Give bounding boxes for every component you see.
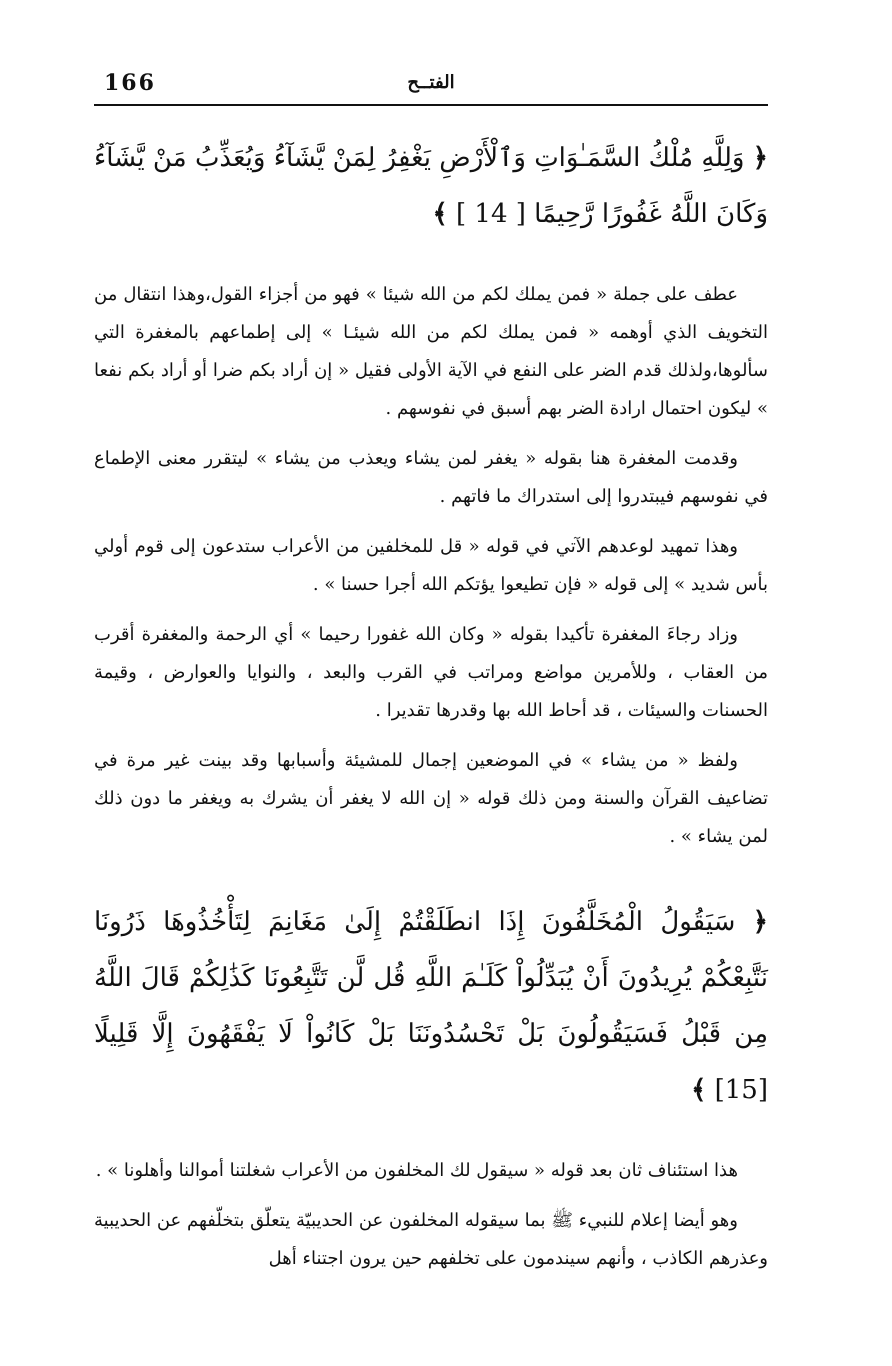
quran-verse-15 — [94, 894, 768, 1118]
book-page — [94, 60, 768, 1320]
header-rule — [94, 104, 768, 106]
verse-text: وَلِلَّهِ مُلْكُ السَّمَـٰوَاتِ وَٱلْأَرْضِ يَغْفِرُ لِمَنْ يَّشَآءُ وَيُعَذِّبُ مَنْ يَّشَآءُ وَكَانَ اللَّهُ غَفُورًا رَّحِيمًا [ 14 ] — [94, 143, 768, 229]
verse-text: سَيَقُولُ الْمُخَلَّفُونَ إِذَا انطَلَقْتُمْ إِلَىٰ مَغَانِمَ لِتَأْخُذُوهَا ذَرُونَا نَتَّبِعْكُمْ يُرِيدُونَ أَنْ يُبَدِّلُواْ كَلَـٰمَ اللَّهِ قُل لَّن تَتَّبِعُونَا كَذَٰلِكُمْ قَالَ اللَّهُ مِن قَبْلُ فَسَيَقُولُونَ بَلْ تَحْسُدُونَنَا بَلْ كَانُواْ لَا يَفْقَهُونَ إِلَّا قَلِيلًا [15] — [94, 907, 768, 1105]
commentary-paragraph: عطف على جملة « فمن يملك لكم من الله شيئا » فهو من أجزاء القول،وهذا انتقال من التخويف الذي أوهمه « فمن يملك لكم من الله شيئـا » إلى إطماعهم بالمغفرة التي سألوها،ولذلك قدم الضر على النفع في الآية الأولى فقيل « إن أراد بكم ضرا أو أراد بكم نفعا » ليكون احتمال ارادة الضر بهم أسبق في نفوسهم . — [94, 284, 768, 419]
commentary-paragraph: ولفظ « من يشاء » في الموضعين إجمال للمشيئة وأسبابها وقد بينت غير مرة في تضاعيف القرآن والسنة ومن ذلك قوله « إن الله لا يغفر أن يشرك به ويغفر ما دون ذلك لمن يشاء » . — [94, 750, 768, 847]
verse-open-bracket: ﴿ — [752, 143, 769, 173]
commentary-paragraph: هذا استئناف ثان بعد قوله « سيقول لك المخلفون من الأعراب شغلتنا أموالنا وأهلونا » . — [95, 1160, 738, 1181]
commentary-paragraph: وهذا تمهيد لوعدهم الآتي في قوله « قل للمخلفين من الأعراب ستدعون إلى قوم أولي بأس شديد » إلى قوله « فإن تطيعوا يؤتكم الله أجرا حسنا » . — [94, 536, 768, 595]
verse-open-bracket: ﴿ — [752, 907, 768, 937]
running-head — [94, 60, 768, 104]
page-number: 166 — [104, 70, 156, 96]
quran-verse-14 — [94, 130, 768, 242]
verse-close-bracket: ﴾ — [432, 199, 448, 229]
commentary-paragraph: وزاد رجاءَ المغفرة تأكيدا بقوله « وكان الله غفورا رحيما » أي الرحمة والمغفرة أقرب من العقاب ، وللأمرين مواضع ومراتب في القرب والبعد ، والنوايا والعوارض ، وقيمة الحسنات والسيئات ، قد أحاط الله بها وقدرها تقديرا . — [94, 624, 768, 721]
commentary-paragraph: وقدمت المغفرة هنا بقوله « يغفر لمن يشاء ويعذب من يشاء » ليتقرر معنى الإطماع في نفوسهم فيبتدروا إلى استدراك ما فاتهم . — [94, 448, 768, 507]
commentary-paragraph: وهو أيضا إعلام للنبيء ﷺ بما سيقوله المخلفون عن الحديبيّة يتعلّق بتخلّفهم عن الحديبية وعذرهم الكاذب ، وأنهم سيندمون على تخلفهم حين يرون اجتناء أهل — [94, 1210, 768, 1269]
chapter-title: الفتــح — [407, 72, 455, 93]
verse-close-bracket: ﴾ — [691, 1075, 707, 1105]
